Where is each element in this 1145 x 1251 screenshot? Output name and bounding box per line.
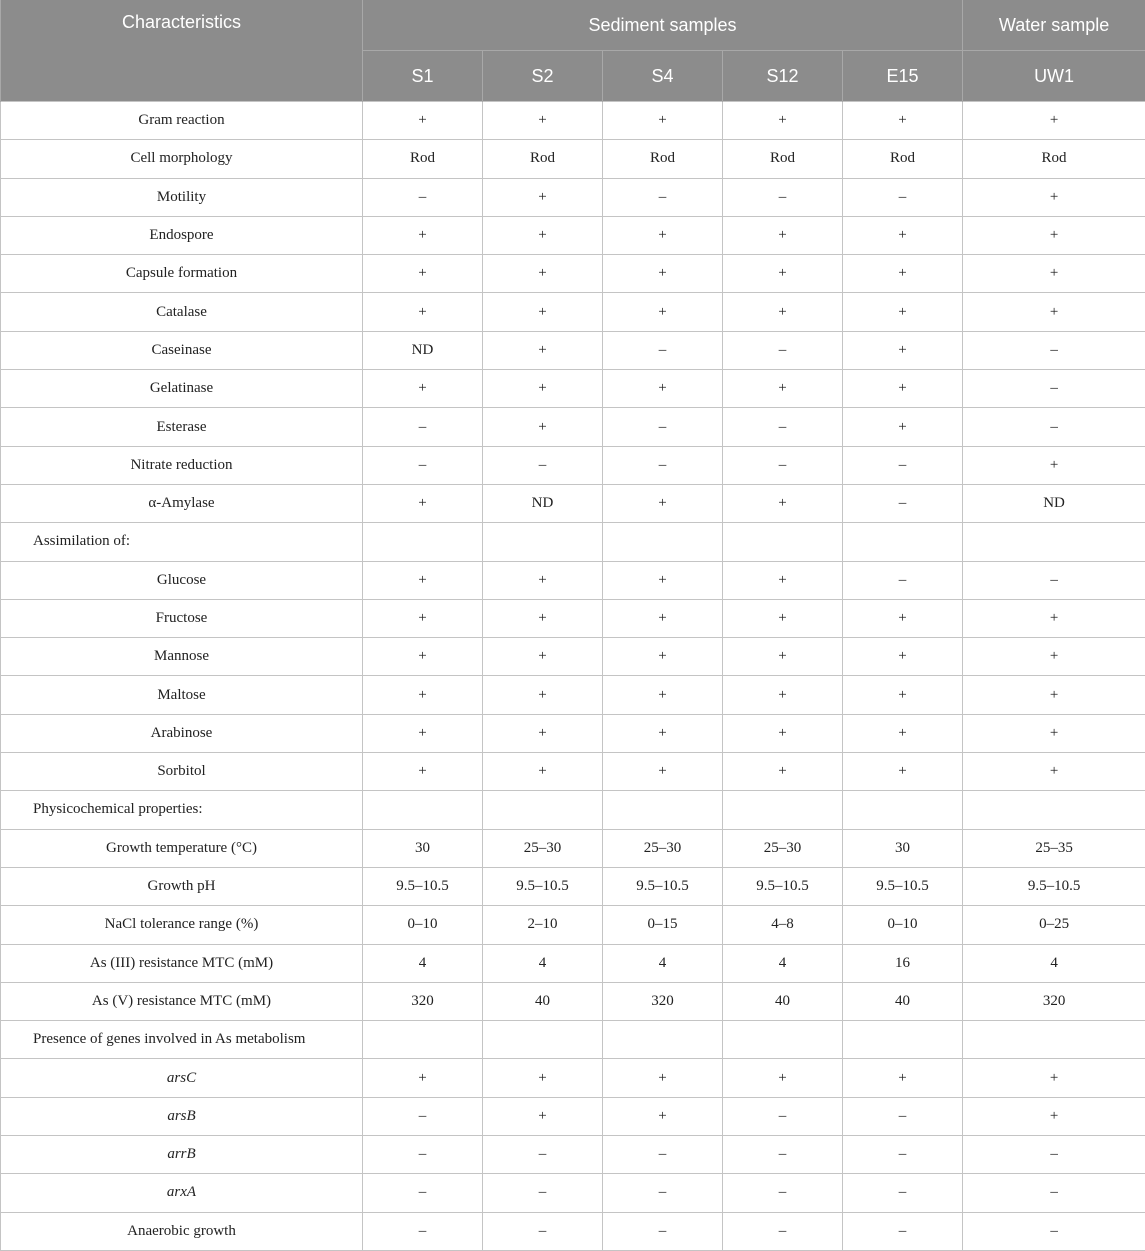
- table-cell: +: [483, 1059, 603, 1097]
- table-cell: [483, 523, 603, 561]
- table-cell: –: [603, 1174, 723, 1212]
- table-cell: +: [843, 753, 963, 791]
- table-cell: Rod: [963, 140, 1145, 178]
- header-col-s12: S12: [723, 51, 843, 102]
- table-cell: [363, 791, 483, 829]
- table-row: [1, 178, 1145, 216]
- row-label: arxA: [1, 1174, 363, 1212]
- table-row: [1, 446, 1145, 484]
- table-row: [1, 561, 1145, 599]
- row-label: Growth temperature (°C): [1, 829, 363, 867]
- table-cell: +: [483, 561, 603, 599]
- table-cell: +: [723, 370, 843, 408]
- table-cell: +: [603, 1059, 723, 1097]
- table-cell: –: [363, 178, 483, 216]
- table-cell: [723, 1021, 843, 1059]
- row-label: NaCl tolerance range (%): [1, 906, 363, 944]
- table-cell: +: [483, 676, 603, 714]
- row-label: Sorbitol: [1, 753, 363, 791]
- table-cell: –: [603, 178, 723, 216]
- table-cell: +: [723, 102, 843, 140]
- table-cell: –: [723, 1097, 843, 1135]
- table-cell: +: [483, 255, 603, 293]
- row-label: Maltose: [1, 676, 363, 714]
- table-cell: –: [843, 1097, 963, 1135]
- table-cell: –: [363, 1174, 483, 1212]
- table-row: [1, 293, 1145, 331]
- table-cell: +: [363, 255, 483, 293]
- table-cell: –: [723, 446, 843, 484]
- table-cell: +: [963, 714, 1145, 752]
- table-cell: +: [483, 102, 603, 140]
- table-cell: 25–35: [963, 829, 1145, 867]
- table-cell: +: [603, 561, 723, 599]
- table-cell: [963, 523, 1145, 561]
- table-cell: –: [723, 408, 843, 446]
- table-row: [1, 944, 1145, 982]
- table-cell: 320: [963, 982, 1145, 1020]
- table-cell: –: [723, 178, 843, 216]
- row-label: As (V) resistance MTC (mM): [1, 982, 363, 1020]
- row-label: Growth pH: [1, 867, 363, 905]
- table-cell: 320: [363, 982, 483, 1020]
- table-cell: +: [843, 638, 963, 676]
- table-cell: [723, 523, 843, 561]
- table-cell: +: [363, 216, 483, 254]
- table-cell: –: [843, 446, 963, 484]
- table-cell: –: [963, 408, 1145, 446]
- table-row: [1, 714, 1145, 752]
- table-cell: 9.5–10.5: [483, 867, 603, 905]
- table-cell: 25–30: [603, 829, 723, 867]
- table-cell: 320: [603, 982, 723, 1020]
- table-cell: 9.5–10.5: [723, 867, 843, 905]
- row-label: Esterase: [1, 408, 363, 446]
- header-col-s1: S1: [363, 51, 483, 102]
- table-cell: 4: [363, 944, 483, 982]
- table-cell: –: [843, 1212, 963, 1250]
- row-label: arsB: [1, 1097, 363, 1135]
- row-label: Arabinose: [1, 714, 363, 752]
- table-cell: 4: [483, 944, 603, 982]
- table-cell: +: [483, 216, 603, 254]
- table-cell: –: [963, 561, 1145, 599]
- table-row: [1, 867, 1145, 905]
- table-cell: 9.5–10.5: [963, 867, 1145, 905]
- table-cell: [603, 523, 723, 561]
- table-row: [1, 331, 1145, 369]
- table-cell: +: [363, 753, 483, 791]
- row-label: Mannose: [1, 638, 363, 676]
- table-cell: Rod: [363, 140, 483, 178]
- table-cell: –: [363, 446, 483, 484]
- table-row: [1, 216, 1145, 254]
- row-label: Glucose: [1, 561, 363, 599]
- table-cell: +: [483, 753, 603, 791]
- table-cell: 40: [483, 982, 603, 1020]
- table-cell: –: [483, 1174, 603, 1212]
- table-cell: +: [603, 753, 723, 791]
- table-cell: –: [963, 370, 1145, 408]
- table-cell: +: [603, 1097, 723, 1135]
- table-cell: [963, 791, 1145, 829]
- table-cell: ND: [963, 484, 1145, 522]
- table-cell: 9.5–10.5: [363, 867, 483, 905]
- table-cell: +: [963, 638, 1145, 676]
- table-cell: +: [483, 599, 603, 637]
- table-cell: –: [363, 1212, 483, 1250]
- table-row: [1, 1097, 1145, 1135]
- table-cell: +: [483, 178, 603, 216]
- table-cell: 4–8: [723, 906, 843, 944]
- table-row: [1, 140, 1145, 178]
- table-row: [1, 1174, 1145, 1212]
- table-cell: +: [963, 216, 1145, 254]
- header-water-sample: Water sample: [963, 0, 1145, 51]
- table-cell: +: [483, 293, 603, 331]
- table-cell: +: [363, 638, 483, 676]
- table-cell: +: [483, 408, 603, 446]
- table-row: [1, 1136, 1145, 1174]
- table-cell: [483, 791, 603, 829]
- table-cell: +: [843, 255, 963, 293]
- table-cell: +: [843, 714, 963, 752]
- table-cell: +: [963, 255, 1145, 293]
- table-cell: +: [843, 370, 963, 408]
- table-cell: +: [963, 102, 1145, 140]
- table-cell: 40: [723, 982, 843, 1020]
- row-label: Motility: [1, 178, 363, 216]
- table-cell: +: [603, 638, 723, 676]
- row-label: Capsule formation: [1, 255, 363, 293]
- table-cell: –: [723, 1174, 843, 1212]
- table-row: [1, 408, 1145, 446]
- table-row: [1, 676, 1145, 714]
- table-cell: +: [603, 714, 723, 752]
- row-label: α-Amylase: [1, 484, 363, 522]
- table-cell: [603, 791, 723, 829]
- row-label: Nitrate reduction: [1, 446, 363, 484]
- table-row: [1, 1059, 1145, 1097]
- table-cell: [963, 1021, 1145, 1059]
- table-cell: –: [363, 408, 483, 446]
- table-cell: –: [603, 1136, 723, 1174]
- table-cell: –: [963, 331, 1145, 369]
- table-cell: +: [723, 216, 843, 254]
- table-cell: 9.5–10.5: [843, 867, 963, 905]
- section-row: [1, 523, 1145, 561]
- table-cell: –: [843, 1174, 963, 1212]
- table-row: [1, 102, 1145, 140]
- table-cell: –: [843, 484, 963, 522]
- table-cell: +: [723, 484, 843, 522]
- table-cell: +: [963, 1097, 1145, 1135]
- table-cell: +: [483, 370, 603, 408]
- header-col-s4: S4: [603, 51, 723, 102]
- table-row: [1, 753, 1145, 791]
- table-cell: ND: [363, 331, 483, 369]
- table-body: [1, 102, 1145, 1251]
- table-cell: [483, 1021, 603, 1059]
- table-cell: –: [843, 178, 963, 216]
- table-cell: +: [603, 216, 723, 254]
- table-cell: –: [483, 446, 603, 484]
- section-row: [1, 1021, 1145, 1059]
- table-cell: –: [723, 1212, 843, 1250]
- table-row: [1, 370, 1145, 408]
- table-cell: 0–10: [843, 906, 963, 944]
- table-cell: 25–30: [723, 829, 843, 867]
- row-label: Catalase: [1, 293, 363, 331]
- table-cell: +: [363, 484, 483, 522]
- table-cell: +: [963, 676, 1145, 714]
- table-cell: +: [603, 255, 723, 293]
- table-cell: +: [963, 1059, 1145, 1097]
- table-cell: +: [843, 216, 963, 254]
- table-cell: +: [483, 331, 603, 369]
- row-label: Gelatinase: [1, 370, 363, 408]
- table-cell: ND: [483, 484, 603, 522]
- table-cell: –: [963, 1212, 1145, 1250]
- table-cell: Rod: [603, 140, 723, 178]
- table-cell: +: [603, 102, 723, 140]
- table-cell: –: [843, 1136, 963, 1174]
- table-cell: 25–30: [483, 829, 603, 867]
- header-sediment-samples: Sediment samples: [363, 0, 963, 51]
- table-cell: +: [483, 714, 603, 752]
- table-cell: 30: [363, 829, 483, 867]
- table-cell: –: [483, 1212, 603, 1250]
- table-cell: –: [603, 446, 723, 484]
- row-label: arrB: [1, 1136, 363, 1174]
- table-cell: +: [483, 638, 603, 676]
- table-cell: +: [483, 1097, 603, 1135]
- table-cell: 30: [843, 829, 963, 867]
- table-cell: 9.5–10.5: [603, 867, 723, 905]
- section-label: Assimilation of:: [1, 523, 363, 561]
- table-cell: +: [723, 561, 843, 599]
- table-cell: +: [723, 753, 843, 791]
- header-col-s2: S2: [483, 51, 603, 102]
- table-row: [1, 1212, 1145, 1250]
- table-row: [1, 638, 1145, 676]
- table-cell: [843, 523, 963, 561]
- table-cell: +: [363, 102, 483, 140]
- table-row: [1, 255, 1145, 293]
- table-cell: –: [963, 1136, 1145, 1174]
- header-col-uw1: UW1: [963, 51, 1145, 102]
- table-cell: –: [603, 331, 723, 369]
- table-cell: 0–25: [963, 906, 1145, 944]
- table-cell: +: [603, 676, 723, 714]
- table-cell: –: [843, 561, 963, 599]
- table-cell: +: [603, 484, 723, 522]
- table-cell: +: [363, 293, 483, 331]
- table-cell: +: [723, 1059, 843, 1097]
- table-cell: +: [843, 102, 963, 140]
- table-cell: –: [603, 1212, 723, 1250]
- table-cell: Rod: [843, 140, 963, 178]
- section-label: Presence of genes involved in As metabolism: [1, 1021, 363, 1059]
- table-row: [1, 906, 1145, 944]
- table-cell: +: [963, 178, 1145, 216]
- table-cell: +: [723, 599, 843, 637]
- table-cell: Rod: [483, 140, 603, 178]
- table-cell: 40: [843, 982, 963, 1020]
- table-cell: +: [723, 638, 843, 676]
- section-label: Physicochemical properties:: [1, 791, 363, 829]
- row-label: Caseinase: [1, 331, 363, 369]
- table-cell: 16: [843, 944, 963, 982]
- table-cell: +: [843, 293, 963, 331]
- row-label: Anaerobic growth: [1, 1212, 363, 1250]
- table-cell: 4: [963, 944, 1145, 982]
- table-cell: +: [603, 370, 723, 408]
- table-cell: –: [723, 331, 843, 369]
- table-cell: +: [363, 370, 483, 408]
- table-cell: +: [363, 1059, 483, 1097]
- table-cell: +: [963, 293, 1145, 331]
- row-label: Cell morphology: [1, 140, 363, 178]
- table-cell: +: [843, 599, 963, 637]
- table-cell: +: [963, 446, 1145, 484]
- table-cell: +: [723, 676, 843, 714]
- table-cell: +: [363, 561, 483, 599]
- header-characteristics: Characteristics: [1, 0, 363, 102]
- table-cell: +: [963, 753, 1145, 791]
- table-cell: +: [363, 599, 483, 637]
- table-cell: +: [363, 714, 483, 752]
- table-row: [1, 599, 1145, 637]
- header-col-e15: E15: [843, 51, 963, 102]
- table-cell: 0–10: [363, 906, 483, 944]
- table-cell: +: [723, 714, 843, 752]
- table-cell: Rod: [723, 140, 843, 178]
- row-label: Endospore: [1, 216, 363, 254]
- table-cell: [363, 1021, 483, 1059]
- table-cell: [843, 1021, 963, 1059]
- table-cell: [723, 791, 843, 829]
- table-row: [1, 982, 1145, 1020]
- table-cell: +: [723, 255, 843, 293]
- row-label: arsC: [1, 1059, 363, 1097]
- section-row: [1, 791, 1145, 829]
- table-cell: +: [963, 599, 1145, 637]
- table-cell: 2–10: [483, 906, 603, 944]
- row-label: Fructose: [1, 599, 363, 637]
- table-cell: [603, 1021, 723, 1059]
- row-label: As (III) resistance MTC (mM): [1, 944, 363, 982]
- table-cell: –: [723, 1136, 843, 1174]
- table-cell: –: [363, 1136, 483, 1174]
- table-cell: –: [483, 1136, 603, 1174]
- table-cell: [843, 791, 963, 829]
- table-cell: +: [603, 293, 723, 331]
- table-cell: –: [963, 1174, 1145, 1212]
- table-cell: 4: [603, 944, 723, 982]
- table-cell: +: [843, 1059, 963, 1097]
- table-cell: +: [723, 293, 843, 331]
- table-row: [1, 829, 1145, 867]
- table-cell: –: [603, 408, 723, 446]
- table-cell: +: [843, 331, 963, 369]
- table-row: [1, 484, 1145, 522]
- table-cell: +: [363, 676, 483, 714]
- table-cell: –: [363, 1097, 483, 1135]
- table-cell: +: [843, 676, 963, 714]
- table-cell: +: [843, 408, 963, 446]
- table-cell: +: [603, 599, 723, 637]
- table-header: [1, 0, 1145, 102]
- table-cell: 4: [723, 944, 843, 982]
- row-label: Gram reaction: [1, 102, 363, 140]
- table-cell: 0–15: [603, 906, 723, 944]
- table-cell: [363, 523, 483, 561]
